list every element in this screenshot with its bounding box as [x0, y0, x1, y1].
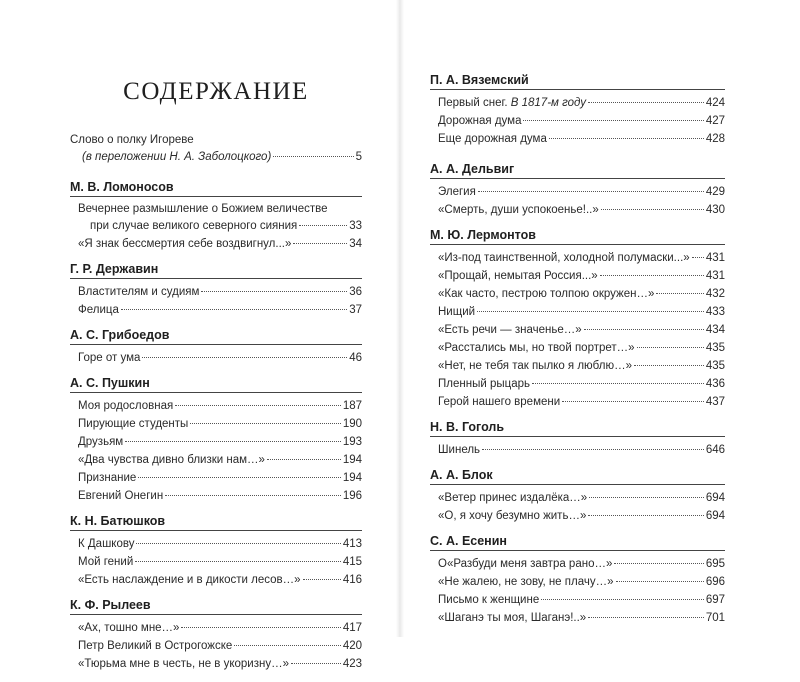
page-number: 416: [342, 574, 362, 586]
dot-leader: [190, 423, 341, 424]
toc-entry: [430, 357, 725, 375]
toc-entry: [430, 130, 725, 148]
page-number: 695: [705, 558, 725, 570]
dot-leader: [549, 138, 704, 139]
page-number: 428: [705, 133, 725, 145]
page-number: 187: [342, 400, 362, 412]
dot-leader: [600, 275, 704, 276]
dot-leader: [273, 156, 353, 157]
entry-title: Шинель: [438, 444, 481, 456]
toc-entry: [430, 339, 725, 357]
dot-leader: [634, 365, 704, 366]
left-page: [0, 0, 400, 670]
dot-leader: [656, 293, 703, 294]
entry-title: «Смерть, души успокоенье!..»: [438, 204, 599, 216]
page-number: 434: [705, 324, 725, 336]
entry-title: Фелица: [78, 304, 119, 316]
right-toc-column: [430, 73, 725, 636]
entry-title-text: Первый снег.: [438, 97, 508, 109]
page-number: 432: [705, 288, 725, 300]
entry-title: Герой нашего времени: [438, 396, 561, 408]
page-number: 193: [342, 436, 362, 448]
toc-entry: [430, 267, 725, 285]
toc-entry: [70, 301, 362, 319]
entry-title: Петр Великий в Острогожске: [78, 640, 233, 652]
toc-entry: [430, 555, 725, 573]
toc-entry: [430, 303, 725, 321]
page-number: 437: [705, 396, 725, 408]
dot-leader: [121, 309, 347, 310]
page-number: 433: [705, 306, 725, 318]
dot-leader: [477, 311, 704, 312]
entry-title-line: Вечернее размышление о Божием величестве: [78, 203, 328, 215]
entry-title: О«Разбуди меня завтра рано…»: [438, 558, 613, 570]
toc-entry: [70, 349, 362, 367]
entry-title: «Ах, тошно мне…»: [78, 622, 180, 634]
entry-title: Нищий: [438, 306, 476, 318]
author-section: [430, 534, 725, 627]
dot-leader: [616, 581, 704, 582]
dot-leader: [589, 497, 704, 498]
dot-leader: [588, 617, 704, 618]
page-number: 194: [342, 472, 362, 484]
author-heading: А. С. Пушкин: [70, 376, 362, 393]
entry-title: [438, 94, 586, 112]
entry-title: Еще дорожная дума: [438, 133, 547, 145]
toc-entry: [430, 507, 725, 525]
entry-title: «Есть наслаждение и в дикости лесов…»: [78, 574, 301, 586]
entry-title: Письмо к женщине: [438, 594, 540, 606]
toc-entry: [70, 235, 362, 253]
dot-leader: [125, 441, 341, 442]
toc-entry: [430, 591, 725, 609]
toc-entry: [70, 469, 362, 487]
author-heading: Н. В. Гоголь: [430, 420, 725, 437]
toc-entry: [430, 183, 725, 201]
toc-entry: [70, 283, 362, 301]
dot-leader: [692, 257, 704, 258]
page-number: 646: [705, 444, 725, 456]
author-heading: К. Ф. Рылеев: [70, 598, 362, 615]
dot-leader: [637, 347, 704, 348]
page-number: 430: [705, 204, 725, 216]
page-number: 696: [705, 576, 725, 588]
entry-title: Властителям и судиям: [78, 286, 200, 298]
author-heading: М. Ю. Лермонтов: [430, 228, 725, 245]
page-number: 194: [342, 454, 362, 466]
dot-leader: [299, 225, 347, 226]
intro-title: Слово о полку Игореве: [70, 134, 194, 146]
author-section: [430, 468, 725, 525]
author-section: [70, 514, 362, 589]
toc-entry: [70, 655, 362, 673]
page-number: 36: [349, 286, 362, 298]
page-number: 196: [342, 490, 362, 502]
dot-leader: [303, 579, 341, 580]
toc-entry: [70, 535, 362, 553]
dot-leader: [165, 495, 341, 496]
page-number: 46: [349, 352, 362, 364]
entry-title: «Ветер принес издалёка…»: [438, 492, 588, 504]
toc-entry: [430, 393, 725, 411]
dot-leader: [138, 477, 341, 478]
toc-entry: [430, 201, 725, 219]
entry-title: Пленный рыцарь: [438, 378, 530, 390]
page-number: 417: [342, 622, 362, 634]
page-number: 431: [705, 270, 725, 282]
author-section: [430, 420, 725, 459]
page-number: 436: [705, 378, 725, 390]
dot-leader: [293, 243, 347, 244]
author-section: [430, 73, 725, 148]
entry-title: Пирующие студенты: [78, 418, 189, 430]
page-number: 34: [349, 238, 362, 250]
page-number: 435: [705, 342, 725, 354]
entry-title: «Два чувства дивно близки нам…»: [78, 454, 265, 466]
right-page: [400, 0, 800, 637]
page-number: 429: [705, 186, 725, 198]
entry-title-italic: В 1817-м году: [510, 97, 587, 109]
author-heading: А. А. Блок: [430, 468, 725, 485]
dot-leader: [201, 291, 347, 292]
page-number: 420: [342, 640, 362, 652]
author-heading: М. В. Ломоносов: [70, 180, 362, 197]
page-number: 694: [705, 510, 725, 522]
entry-title: «Не жалею, не зову, не плачу…»: [438, 576, 614, 588]
page-number: 415: [342, 556, 362, 568]
dot-leader: [584, 329, 704, 330]
entry-title: при случае великого северного сияния: [90, 220, 298, 232]
entry-title: Друзьям: [78, 436, 124, 448]
toc-entry: [430, 573, 725, 591]
author-heading: А. А. Дельвиг: [430, 162, 725, 179]
toc-entry: [430, 609, 725, 627]
toc-entry: [70, 619, 362, 637]
page-number: 697: [705, 594, 725, 606]
entry-title: Евгений Онегин: [78, 490, 164, 502]
page-number: 33: [349, 220, 362, 232]
author-section: [70, 328, 362, 367]
toc-entry: [70, 553, 362, 571]
page-number: 424: [705, 97, 725, 109]
toc-entry: [430, 94, 725, 112]
dot-leader: [136, 543, 340, 544]
page-number: 427: [705, 115, 725, 127]
page-title: СОДЕРЖАНИЕ: [123, 78, 309, 105]
dot-leader: [234, 645, 341, 646]
toc-entry: [430, 249, 725, 267]
dot-leader: [601, 209, 704, 210]
toc-entry: [70, 571, 362, 589]
page-number: 37: [349, 304, 362, 316]
page-number: 423: [342, 658, 362, 670]
author-section: [70, 180, 362, 253]
page-number: 435: [705, 360, 725, 372]
dot-leader: [291, 663, 341, 664]
dot-leader: [588, 515, 703, 516]
author-section: [70, 598, 362, 673]
toc-entry: [70, 451, 362, 469]
dot-leader: [135, 561, 341, 562]
dot-leader: [614, 563, 703, 564]
entry-title: Дорожная дума: [438, 115, 522, 127]
toc-entry: [70, 637, 362, 655]
toc-entry: [70, 148, 362, 166]
entry-title: «Из-под таинственной, холодной полумаски...»: [438, 252, 690, 264]
entry-title: Горе от ума: [78, 352, 141, 364]
toc-entry: [70, 397, 362, 415]
entry-title: «Тюрьма мне в честь, не в укоризну…»: [78, 658, 290, 670]
toc-entry: [430, 441, 725, 459]
intro-entry: [70, 132, 362, 166]
author-section: [70, 376, 362, 505]
toc-entry: [70, 217, 362, 235]
entry-title: «Прощай, немытая Россия...»: [438, 270, 598, 282]
page-number: 701: [705, 612, 725, 624]
intro-subtitle: (в переложении Н. А. Заболоцкого): [82, 151, 272, 163]
page-number: 5: [355, 151, 362, 163]
page-number: 431: [705, 252, 725, 264]
author-heading: К. Н. Батюшков: [70, 514, 362, 531]
entry-title: К Дашкову: [78, 538, 135, 550]
entry-title: «Есть речи — значенье…»: [438, 324, 582, 336]
page-number: 190: [342, 418, 362, 430]
author-heading: С. А. Есенин: [430, 534, 725, 551]
toc-entry: [430, 112, 725, 130]
toc-entry: [70, 487, 362, 505]
toc-entry: [430, 285, 725, 303]
entry-title: «Как часто, пестрою толпою окружен…»: [438, 288, 655, 300]
entry-title: «Расстались мы, но твой портрет…»: [438, 342, 635, 354]
toc-entry: [70, 433, 362, 451]
dot-leader: [181, 627, 340, 628]
author-section: [430, 162, 725, 219]
toc-entry: [430, 321, 725, 339]
entry-title: «Шаганэ ты моя, Шаганэ!..»: [438, 612, 587, 624]
toc-entry: [430, 489, 725, 507]
author-heading: А. С. Грибоедов: [70, 328, 362, 345]
author-heading: Г. Р. Державин: [70, 262, 362, 279]
toc-entry: [70, 415, 362, 433]
entry-title: «Я знак бессмертия себе воздвигнул...»: [78, 238, 292, 250]
dot-leader: [267, 459, 341, 460]
dot-leader: [562, 401, 704, 402]
entry-title: «Нет, не тебя так пылко я люблю…»: [438, 360, 632, 372]
entry-title: «О, я хочу безумно жить…»: [438, 510, 587, 522]
left-toc-column: [70, 78, 362, 682]
dot-leader: [478, 191, 704, 192]
dot-leader: [588, 102, 704, 103]
entry-title: Признание: [78, 472, 137, 484]
page-number: 413: [342, 538, 362, 550]
dot-leader: [532, 383, 704, 384]
entry-title: Элегия: [438, 186, 476, 198]
toc-entry: [430, 375, 725, 393]
page-number: 694: [705, 492, 725, 504]
dot-leader: [175, 405, 341, 406]
entry-title: Мой гений: [78, 556, 134, 568]
entry-title: Моя родословная: [78, 400, 174, 412]
author-section: [70, 262, 362, 319]
dot-leader: [142, 357, 347, 358]
author-section: [430, 228, 725, 411]
dot-leader: [541, 599, 704, 600]
dot-leader: [482, 449, 704, 450]
author-heading: П. А. Вяземский: [430, 73, 725, 90]
dot-leader: [523, 120, 703, 121]
